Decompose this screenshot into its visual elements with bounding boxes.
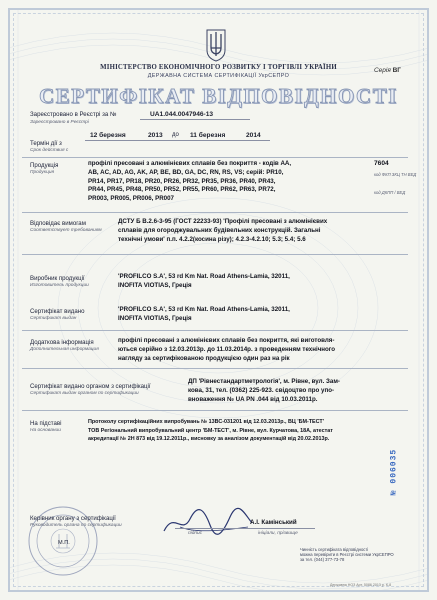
requirements-label: Відповідає вимогам bbox=[30, 220, 86, 227]
holder-line: INOFITA VIOTIAS, Греція bbox=[118, 314, 192, 322]
requirements-text bbox=[118, 218, 398, 244]
product-line: PR14, PR17, PR18, PR20, PR26, PR32, PR35, PR36, PR40, PR43, bbox=[88, 177, 276, 185]
signatory-label: Керівник органу з сертифікації bbox=[30, 515, 116, 522]
holder-sublabel: Сертификат выдан bbox=[30, 316, 77, 321]
holder-label: Сертифікат видано bbox=[30, 308, 85, 315]
requirements-line: технічні умови' п.п. 4.2.2(косина різу); 4.2.3-4.2.10; 5.3; 5.4; 5.6 bbox=[118, 235, 306, 243]
divider bbox=[22, 410, 408, 411]
year-from: 2013 bbox=[148, 132, 163, 139]
requirements-line: ДСТУ Б В.2.6-3-95 (ГОСТ 22233-93) 'Профілі пресовані з алюмінієвих bbox=[118, 218, 328, 225]
print-footer: Державна НОЗ Арт. 5086 2013 р. К-8 bbox=[330, 583, 392, 587]
additional-info-line: ються серійно з 12.03.2013р. до 11.03.2014р. з проведенням технічного bbox=[118, 345, 336, 353]
product-description bbox=[88, 160, 378, 204]
basis-line: Протоколу сертифікаційних випробувань № 13ВС-031201 від 12.03.2013р., ВЦ 'БМ-ТЕСТ' bbox=[88, 419, 324, 425]
issuing-body-line: кова, 31, тел. (0362) 225-923. свідоцтво про упо- bbox=[188, 386, 335, 394]
date-from: 12 березня bbox=[90, 132, 126, 139]
product-line: PR003, PR005, PR006, PR007 bbox=[88, 195, 174, 203]
manufacturer-line: 'PROFILCO S.A', 53 rd Km Nat. Road Athens-Lamia, 32011, bbox=[118, 273, 290, 280]
registration-label: Зареєстровано в Реєстрі за № bbox=[30, 111, 117, 118]
stamp-place-label: М.П. bbox=[58, 540, 70, 546]
verification-note bbox=[300, 547, 410, 563]
divider bbox=[22, 157, 408, 158]
basis-line: ТОВ Регіональний випробувальний центр 'БМ-ТЕСТ', м. Рівне, вул. Курчатова, 18А, атестат bbox=[88, 427, 333, 434]
product-code-sublabel: код ФКП ЗКЦ ТН ВЕД bbox=[374, 172, 417, 177]
year-to: 2014 bbox=[246, 132, 261, 139]
series-label: Серія ВГ bbox=[373, 67, 401, 74]
additional-info-sublabel: Дополнительная информация bbox=[30, 347, 99, 352]
verification-line: можна перевірити в Реєстрі системи УкрСЕПРО bbox=[300, 552, 394, 558]
divider bbox=[22, 254, 408, 255]
issuing-body-sublabel: Сертификат выдан органом по сертификации bbox=[30, 391, 139, 396]
holder-line: 'PROFILCO S.A', 53 rd Km Nat. Road Athens-Lamia, 32011, bbox=[118, 306, 290, 313]
sign-caption: підпис bbox=[188, 531, 203, 536]
certification-system: ДЕРЖАВНА СИСТЕМА СЕРТИФІКАЦІЇ УкрСЕПРО bbox=[147, 73, 290, 79]
product-line: AB, AC, AD, AG, AK, AP, BE, BD, GA, DC, RN, RS, VS; серій: PR10, bbox=[88, 168, 284, 176]
issuing-body-line: вноваження № UA PN .044 від 10.03.2011р. bbox=[188, 395, 318, 403]
divider bbox=[22, 212, 408, 213]
product-sublabel: Продукция bbox=[30, 170, 55, 175]
basis-text bbox=[88, 418, 378, 444]
registration-sublabel: Зареєстровано в Реєстрі bbox=[30, 120, 89, 125]
series-value: ВГ bbox=[392, 67, 401, 74]
initials-caption: ініціали, прізвище bbox=[258, 531, 298, 536]
date-to: 11 березня bbox=[190, 132, 226, 139]
date-to-label: до bbox=[172, 132, 179, 138]
additional-info-line: профілі пресовані з алюмінієвих сплавів без покриття, які виготовля- bbox=[118, 337, 335, 344]
product-code2-sublabel: код ДКПП / ВЕД bbox=[374, 190, 406, 195]
date-underline bbox=[85, 140, 270, 141]
verification-line: за тел. (044) 377-73-78 bbox=[300, 557, 345, 563]
basis-line: акредитації № 2Н 873 від 19.12.2011р., висновку за аналізом документацій від 20.02.2013р. bbox=[88, 436, 330, 443]
handwritten-signature bbox=[160, 505, 255, 539]
requirements-line: сплавів для огороджувальних будівельних конструкцій. Загальні bbox=[118, 226, 321, 234]
manufacturer-address bbox=[118, 273, 398, 291]
manufacturer-label: Виробник продукції bbox=[30, 275, 85, 282]
coat-of-arms-icon bbox=[205, 28, 227, 62]
divider bbox=[22, 368, 408, 369]
issuing-body-label: Сертифікат видано органом з сертифікації bbox=[30, 383, 151, 390]
ministry-name: МІНІСТЕРСТВО ЕКОНОМІЧНОГО РОЗВИТКУ І ТОРГІВЛІ УКРАЇНИ bbox=[100, 64, 337, 71]
manufacturer-line: INOFITA VIOTIAS, Греція bbox=[118, 281, 192, 289]
issuing-body-line: ДП 'Рівнестандартметрологія', м. Рівне, вул. Зам- bbox=[188, 378, 340, 385]
product-line: PR44, PR45, PR48, PR50, PR52, PR55, PR60, PR62, PR63, PR72, bbox=[88, 186, 276, 194]
basis-sublabel: На основании bbox=[30, 428, 61, 433]
additional-info-line: нагляду за сертифікованою продукцією один раз на рік bbox=[118, 354, 290, 362]
holder-address bbox=[118, 306, 398, 324]
basis-label: На підставі bbox=[30, 420, 62, 427]
product-label: Продукція bbox=[30, 162, 59, 169]
registration-number: UA1.044.0047946-13 bbox=[150, 111, 214, 118]
serial-number: № 006035 bbox=[389, 448, 399, 496]
issuing-body-text bbox=[188, 378, 403, 404]
validity-label: Термін дії з bbox=[30, 140, 62, 147]
additional-info-text bbox=[118, 337, 403, 363]
divider bbox=[22, 330, 408, 331]
certificate-title: СЕРТИФІКАТ ВІДПОВІДНОСТІ bbox=[39, 84, 398, 108]
signatory-name: А.І. Камінський bbox=[250, 519, 297, 526]
signatory-sublabel: Руководитель органа по сертификации bbox=[30, 523, 122, 528]
additional-info-label: Додаткова інформація bbox=[30, 339, 94, 346]
signature-line bbox=[175, 528, 315, 529]
registration-underline bbox=[140, 119, 250, 120]
requirements-sublabel: Соответствует требованиям bbox=[30, 228, 102, 233]
verification-line: Чинність сертифіката відповідності bbox=[300, 547, 369, 552]
product-code: 7604 bbox=[374, 160, 389, 167]
manufacturer-sublabel: Изготовитель продукции bbox=[30, 283, 89, 288]
product-line: профілі пресовані з алюмінієвих сплавів без покриття - кодів AA, bbox=[88, 160, 292, 167]
validity-sublabel: Срок действия с bbox=[30, 148, 69, 153]
